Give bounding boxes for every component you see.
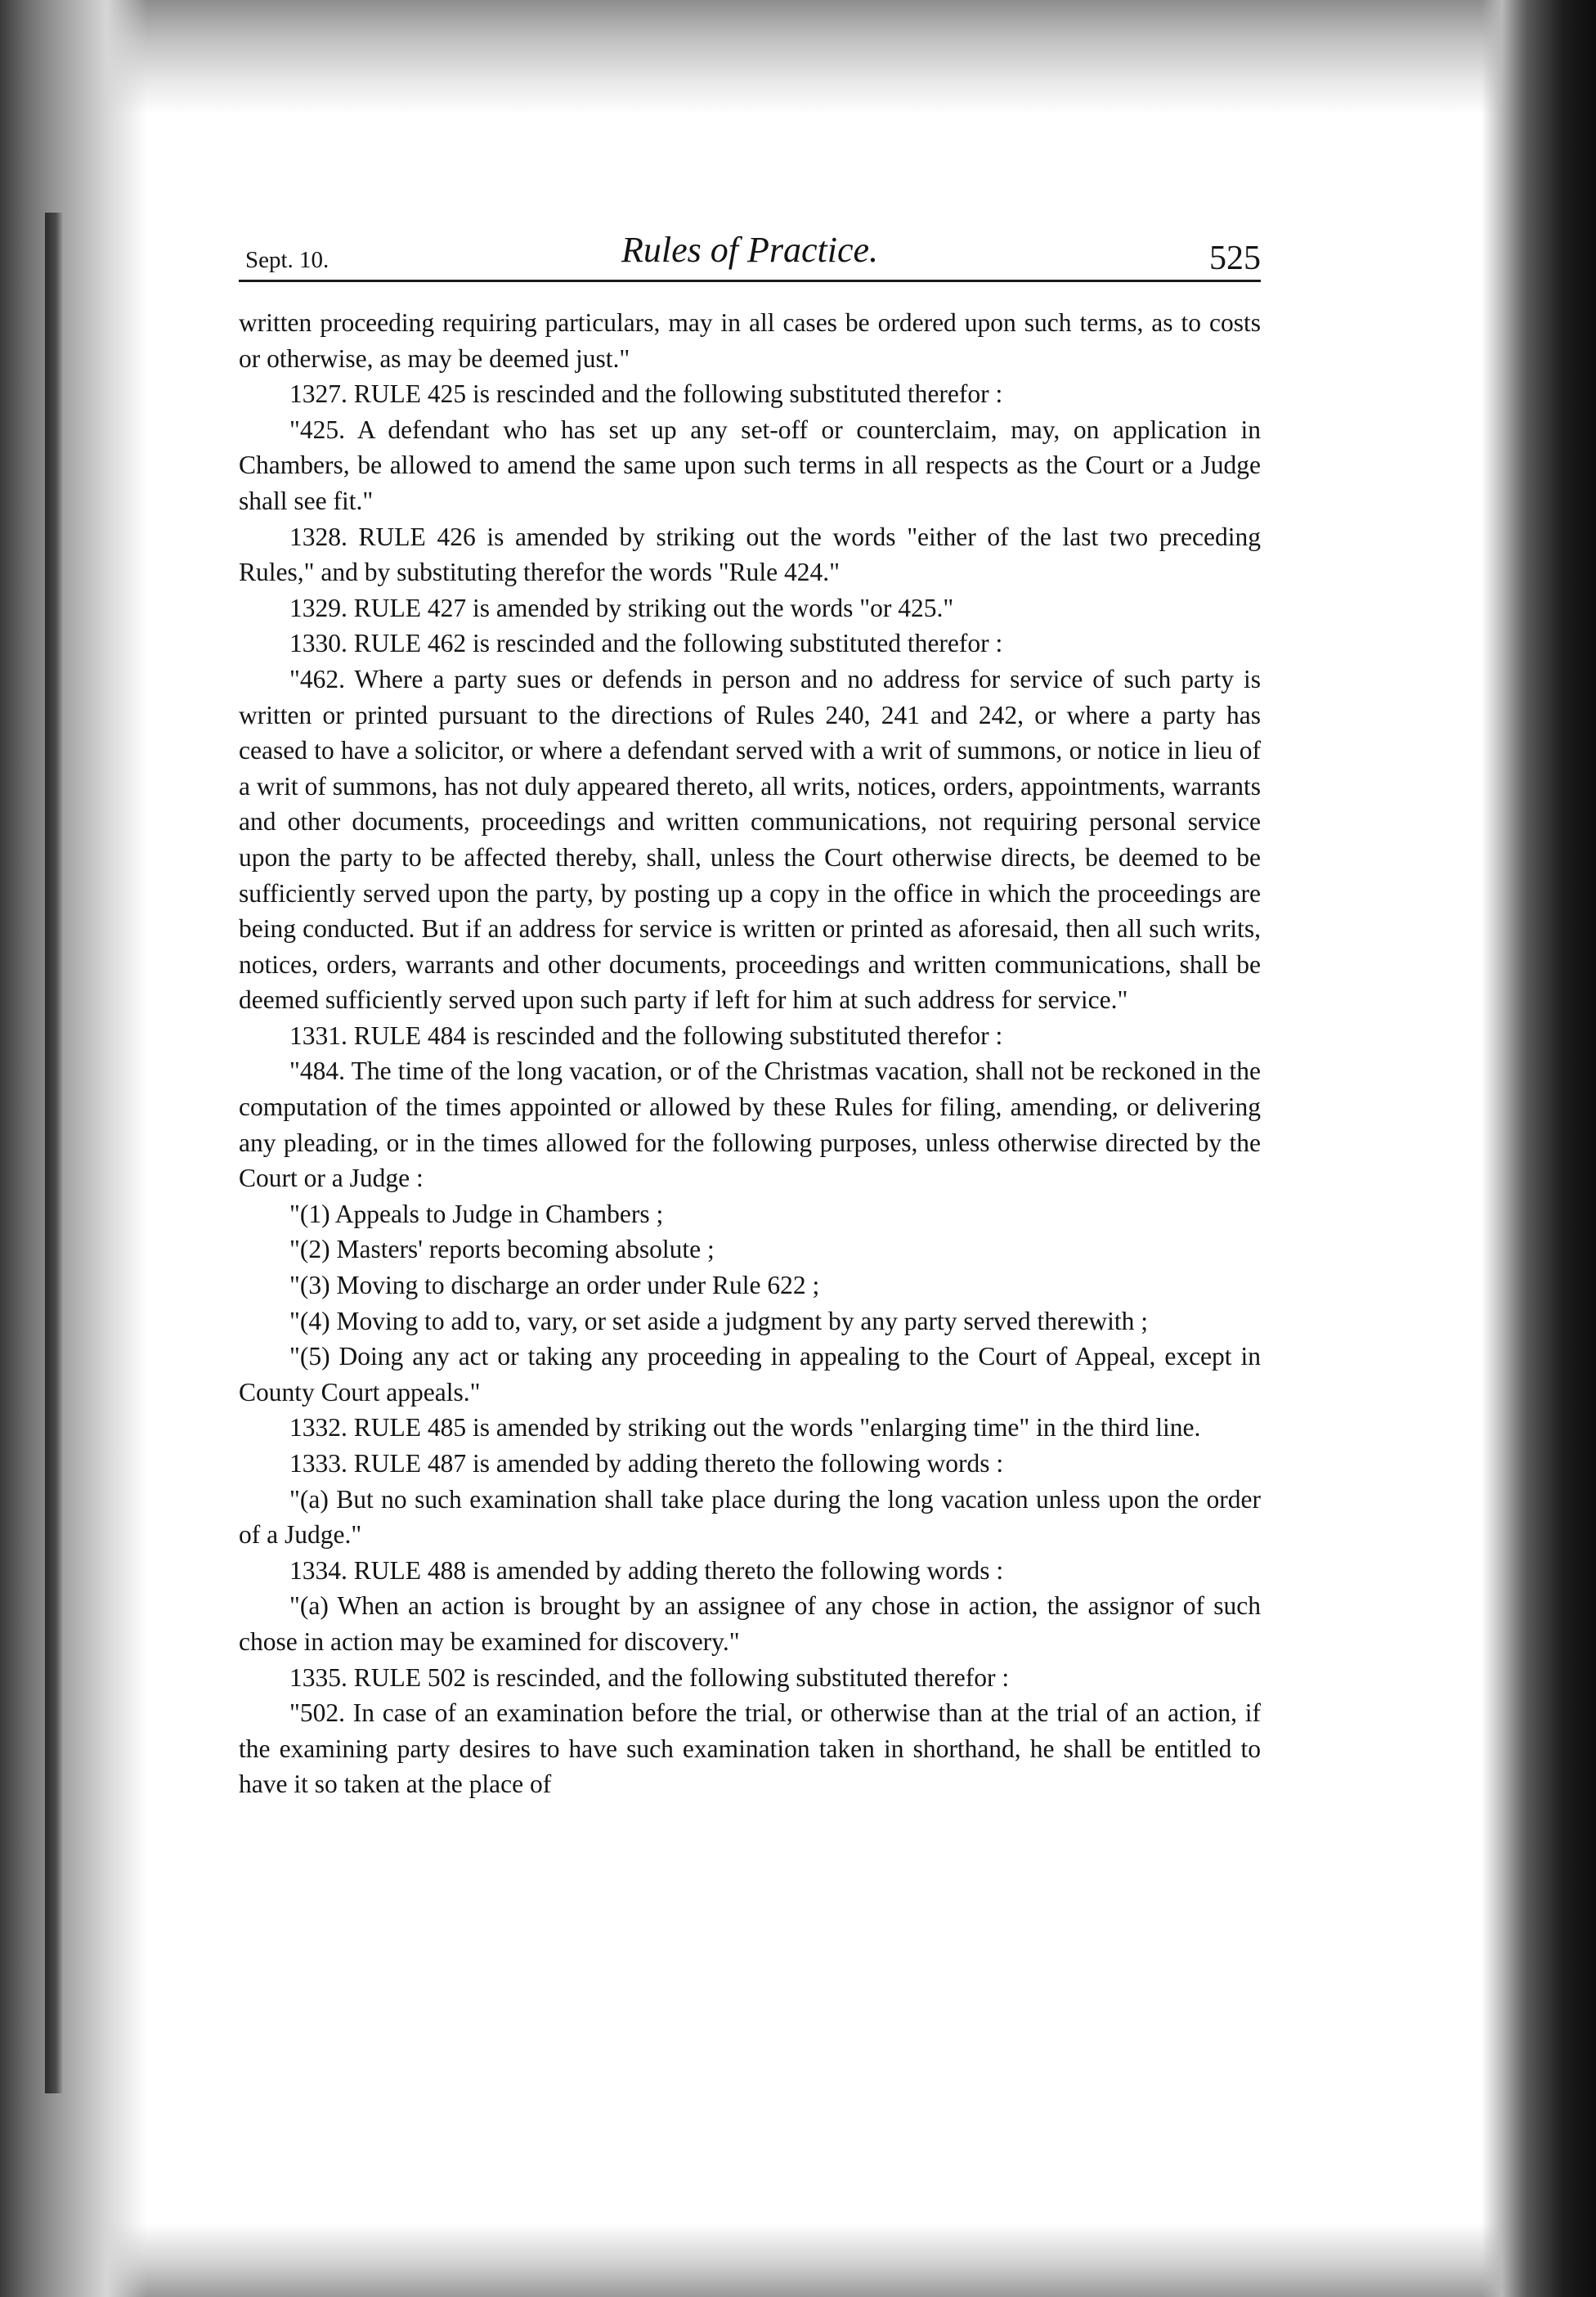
scan-binding-band	[45, 213, 63, 2093]
paragraph-continuation: written proceeding requiring particulars, may in all cases be ordered upon such terms, as to costs or otherwise, as may be deemed just."	[239, 308, 1261, 373]
scan-top-shadow	[0, 0, 1596, 114]
section-1329: 1329. RULE 427 is amended by striking out the words "or 425."	[289, 593, 954, 622]
rule-484-item-3: "(3) Moving to discharge an order under Rule 622 ;	[289, 1271, 820, 1300]
rule-488-text: "(a) When an action is brought by an assignee of any chose in action, the assignor of such chose in action may be examined for discovery."	[239, 1591, 1261, 1656]
rule-462-text: "462. Where a party sues or defends in person and no address for service of such party is written or printed pursuant to the directions of Rules 240, 241 and 242, or where a party has ceased to have a solicitor, or where a defendant served with a writ of summons, or notice in lieu of a writ of summons, has not duly appeared thereto, all writs, notices, orders, appointments, warrants and other documents, proceedings and written communications, not requiring personal service upon the party to be affected thereby, shall, unless the Court otherwise directs, be deemed to be sufficiently served upon the party, by posting up a copy in the office in which the proceedings are being conducted. But if an address for service is written or printed as aforesaid, then all such writs, notices, orders, warrants and other documents, proceedings and written communications, shall be deemed sufficiently served upon such party if left for him at such address for service."	[239, 664, 1261, 1015]
running-head	[239, 229, 1261, 282]
body-text	[239, 305, 1261, 1802]
section-1331: 1331. RULE 484 is rescinded and the following substituted therefor :	[289, 1021, 1003, 1050]
rule-484-text: "484. The time of the long vacation, or of the Christmas vacation, shall not be reckoned in the computation of the times appointed or allowed by these Rules for filing, amending, or delivering any pleading, or in the times allowed for the following purposes, unless otherwise directed by the Court or a Judge :	[239, 1057, 1261, 1193]
scan-right-shadow	[1482, 0, 1596, 2297]
scan-bottom-shadow	[0, 2223, 1596, 2297]
rule-484-item-1: "(1) Appeals to Judge in Chambers ;	[289, 1199, 664, 1228]
section-1332: 1332. RULE 485 is amended by striking out the words "enlarging time" in the third line.	[289, 1413, 1201, 1442]
page-content	[239, 229, 1261, 1802]
rule-484-item-5: "(5) Doing any act or taking any proceeding in appealing to the Court of Appeal, except in County Court appeals."	[239, 1342, 1261, 1406]
section-1328: 1328. RULE 426 is amended by striking out the words "either of the last two preceding Rules," and by substituting therefor the words "Rule 424."	[239, 522, 1261, 587]
rule-425-text: "425. A defendant who has set up any set-off or counterclaim, may, on application in Chambers, be allowed to amend the same upon such terms in all respects as the Court or a Judge shall see fit."	[239, 415, 1261, 515]
page-number: 525	[1209, 240, 1261, 277]
section-1327: 1327. RULE 425 is rescinded and the following substituted therefor :	[289, 379, 1003, 409]
rule-487-text: "(a) But no such examination shall take place during the long vacation unless upon the order of a Judge."	[239, 1484, 1261, 1550]
section-1330: 1330. RULE 462 is rescinded and the following substituted therefor :	[289, 629, 1003, 658]
section-1333: 1333. RULE 487 is amended by adding thereto the following words :	[289, 1449, 1004, 1478]
rule-484-item-4: "(4) Moving to add to, vary, or set aside a judgment by any party served therewith ;	[289, 1306, 1149, 1335]
rule-502-text: "502. In case of an examination before the trial, or otherwise than at the trial of an action, if the examining party desires to have such examination taken in shorthand, he shall be entitled to have it so taken at the place of	[239, 1698, 1261, 1799]
running-head-date: Sept. 10.	[245, 247, 330, 273]
scan-left-shadow	[0, 0, 147, 2297]
rule-484-item-2: "(2) Masters' reports becoming absolute ;	[289, 1235, 715, 1264]
running-head-title: Rules of Practice.	[621, 230, 878, 270]
section-1335: 1335. RULE 502 is rescinded, and the following substituted therefor :	[289, 1662, 1010, 1692]
section-1334: 1334. RULE 488 is amended by adding thereto the following words :	[289, 1555, 1004, 1585]
